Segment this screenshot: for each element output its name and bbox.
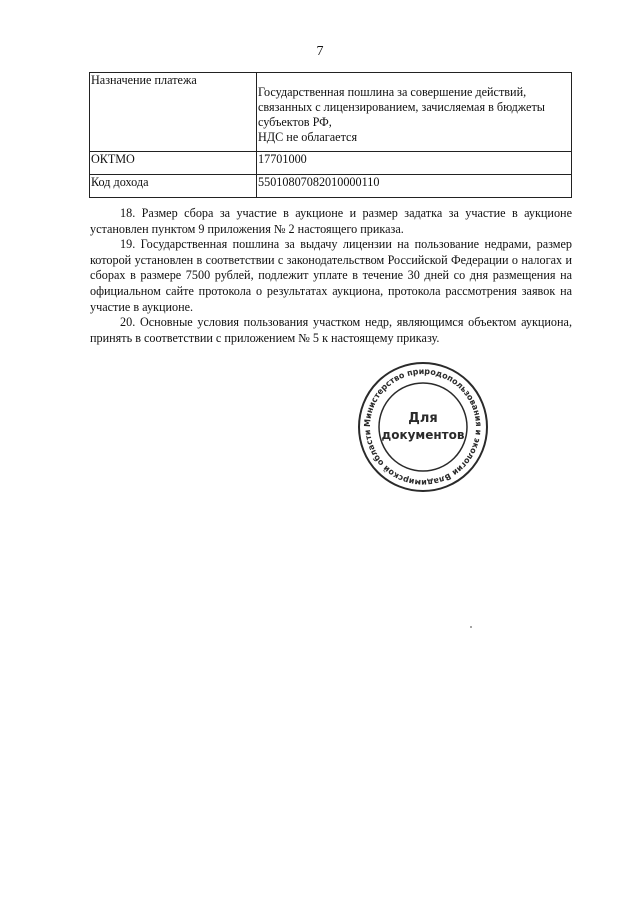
stamp-center-line-2: документов: [381, 428, 465, 442]
paragraph-19: 19. Государственная пошлина за выдачу лицензии на пользование недрами, размер которой установлен в соответствии с законодательством Российской Федерации о налогах и сборах в размере 7500 рублей, подлежит уплате в течение 30 дней со дня размещения на официальном сайте протокола о результатах аукциона, протокола рассмотрения заявок на участие в аукционе.: [90, 237, 572, 314]
paragraph-20: 20. Основные условия пользования участком недр, являющимся объектом аукциона, принять в соответствии с приложением № 5 к настоящему приказу.: [90, 315, 572, 345]
payment-purpose-line: субъектов РФ,: [258, 115, 332, 129]
payment-purpose-label: Назначение платежа: [90, 73, 257, 152]
scan-speck: [470, 626, 472, 628]
table-row: [90, 73, 572, 152]
table-row: [90, 152, 572, 175]
stamp-center-line-1: Для: [408, 411, 438, 426]
oktmo-label: ОКТМО: [90, 152, 257, 175]
stamp-outer-ring: [359, 363, 487, 491]
payment-purpose-line: Государственная пошлина за совершение действий,: [258, 85, 527, 99]
body-text: [90, 206, 572, 346]
ministry-stamp: [357, 361, 489, 493]
stamp-ring-text: [362, 366, 484, 488]
paragraph-18: 18. Размер сбора за участие в аукционе и размер задатка за участие в аукционе установлен пунктом 9 приложения № 2 настоящего приказа.: [90, 206, 572, 236]
stamp-inner-ring: [379, 383, 467, 471]
payment-details-table: [89, 72, 572, 198]
oktmo-value: 17701000: [257, 152, 572, 175]
page-number: 7: [316, 44, 324, 59]
table-row: [90, 175, 572, 198]
stamp-ring-textpath: Министерство природопользования и экологии Владимирской области: [361, 365, 485, 489]
payment-purpose-line: связанных с лицензированием, зачисляемая в бюджеты: [258, 100, 545, 114]
income-code-label: Код дохода: [90, 175, 257, 198]
income-code-value: 55010807082010000110: [257, 175, 572, 198]
payment-purpose-value: [257, 73, 572, 152]
payment-purpose-line: НДС не облагается: [258, 130, 358, 144]
